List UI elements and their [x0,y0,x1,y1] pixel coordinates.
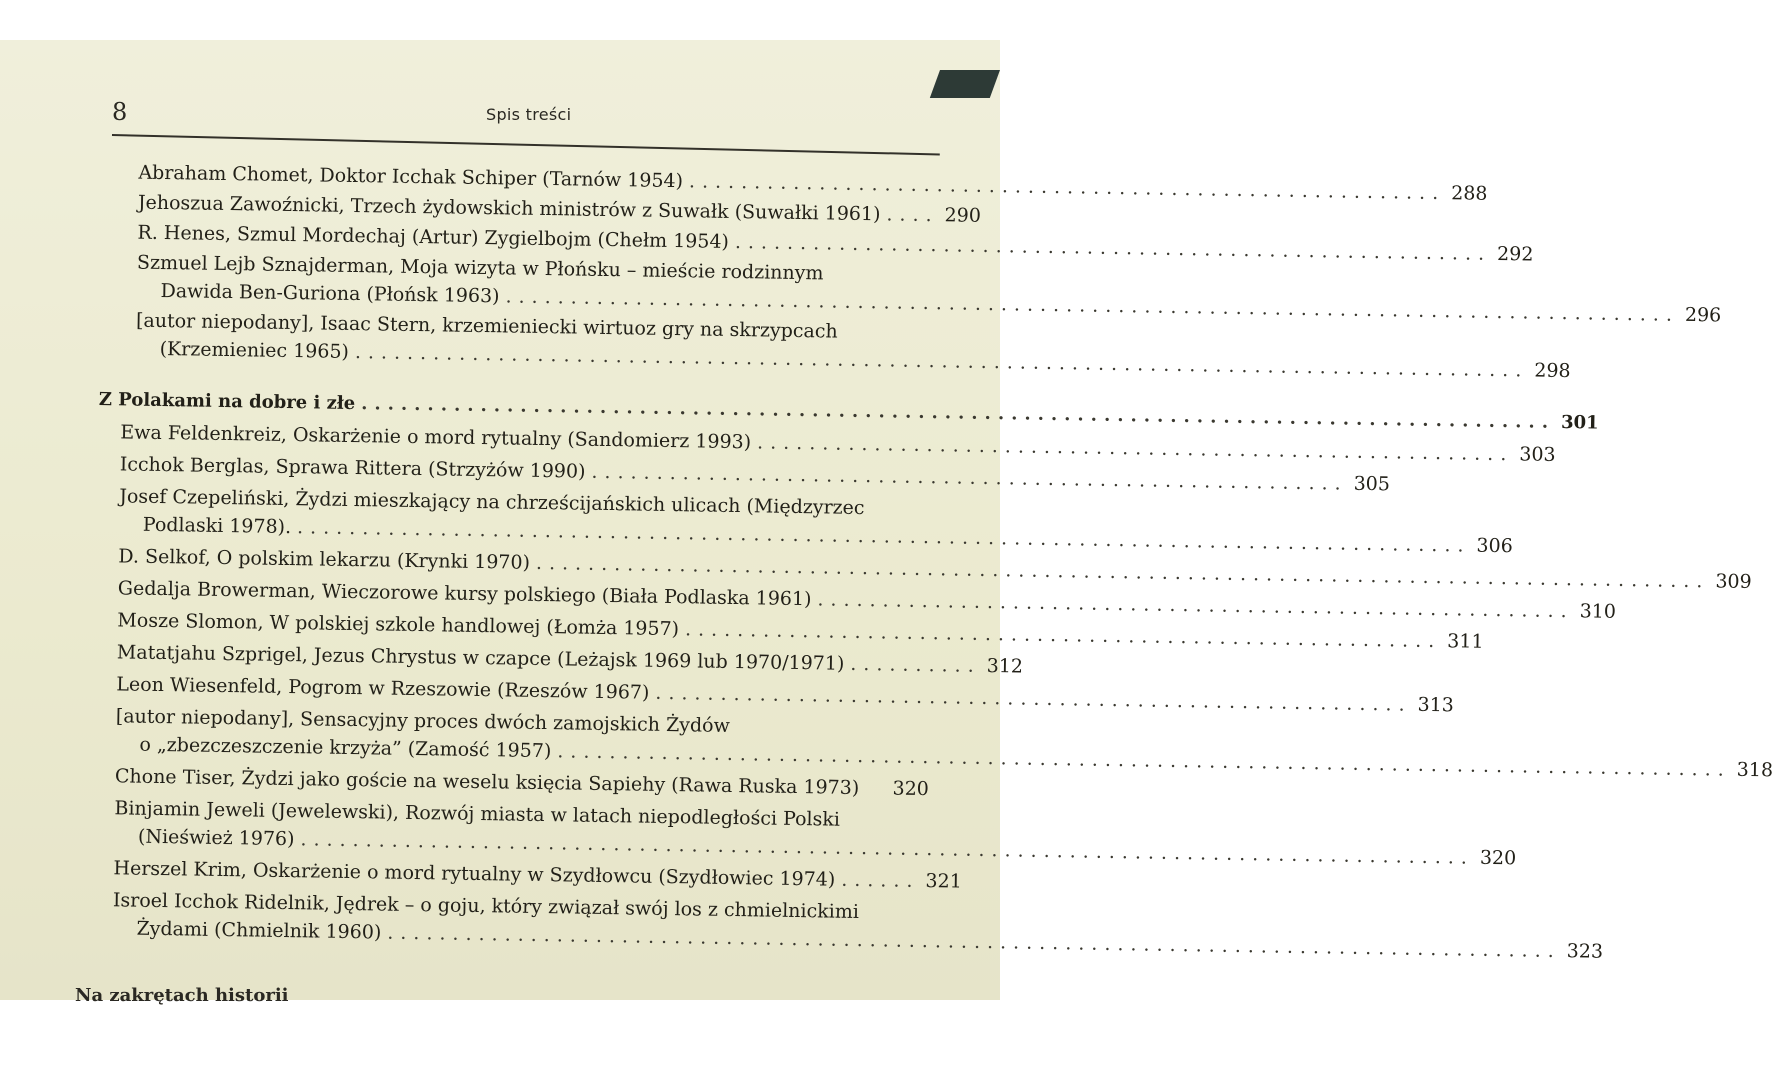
toc-entry: [autor niepodany], Sensacyjny proces dwóch zamojskich Żydów o „zbezczeszczenie krzyża” (Zamość 1957) .......................................................................................... 318 [115,705,1774,782]
toc-entry: Abraham Chomet, Doktor Icchak Schiper (Tarnów 1954) .......................................................... 288 [138,161,1488,205]
table-of-contents [0,38,1774,1054]
cut-off-section-heading: Na zakrętach historii [75,985,289,1006]
section-heading: Z Polakami na dobre i złe .......................................................................................... 301 [98,389,1599,434]
toc-entry: Ewa Feldenkreiz, Oskarżenie o mord rytualny (Sandomierz 1993) .......................................................... 303 [120,421,1556,466]
toc-entry: D. Selkof, O polskim lekarzu (Krynki 1970) .......................................................................................... 309 [118,545,1752,593]
toc-entry: Josef Czepeliński, Żydzi mieszkający na chrześcijańskich ulicach (Międzyrzec Podlaski 1978). .......................................................................................... 306 [119,485,1513,558]
book-page [0,40,1774,1006]
toc-entry: Isroel Icchok Ridelnik, Jędrek – o goju, który związał swój los z chmielnickimi Żydami (Chmielnik 1960) .......................................................................................... 323 [112,889,1604,963]
toc-entry: Mosze Slomon, W polskiej szkole handlowej (Łomża 1957) .......................................................... 311 [117,609,1484,653]
toc-entry: Leon Wiesenfeld, Pogrom w Rzeszowie (Rzeszów 1967) .......................................................... 313 [116,673,1455,717]
toc-entry: Gedalja Browerman, Wieczorowe kursy polskiego (Biała Podlaska 1961) .......................................................... 310 [117,577,1617,623]
running-head: Spis treści [486,105,572,124]
toc-entry: R. Henes, Szmul Mordechaj (Artur) Zygielbojm (Chełm 1954) .......................................................... 292 [137,221,1534,266]
toc-entry: Jehoszua Zawoźnicki, Trzech żydowskich ministrów z Suwałk (Suwałki 1961) .... 290 [137,191,982,227]
toc-entry: Herszel Krim, Oskarżenie o mord rytualny w Szydłowcu (Szydłowiec 1974) ...... 321 [113,857,962,893]
page-number: 8 [112,98,128,126]
toc-entry: Chone Tiser, Żydzi jako goście na weselu księcia Sapiehy (Rawa Ruska 1973) 320 [114,765,930,801]
toc-entry: Szmuel Lejb Sznajderman, Moja wizyta w Płońsku – mieście rodzinnym Dawida Ben-Guriona (Płońsk 1963) .......................................................................................... 296 [136,251,1722,327]
toc-entry: Matatjahu Szprigel, Jezus Chrystus w czapce (Leżajsk 1969 lub 1970/1971) .......... 312 [116,641,1024,678]
toc-entry: [autor niepodany], Isaac Stern, krzemieniecki wirtuoz gry na skrzypcach (Krzemieniec 1965) .......................................................................................... 298 [135,309,1571,383]
toc-entry: Icchok Berglas, Sprawa Rittera (Strzyżów 1990) .......................................................... 305 [119,453,1391,496]
toc-entry: Binjamin Jeweli (Jewelewski), Rozwój miasta w latach niepodległości Polski (Nieśwież 1976) .......................................................................................... 320 [114,797,1517,870]
